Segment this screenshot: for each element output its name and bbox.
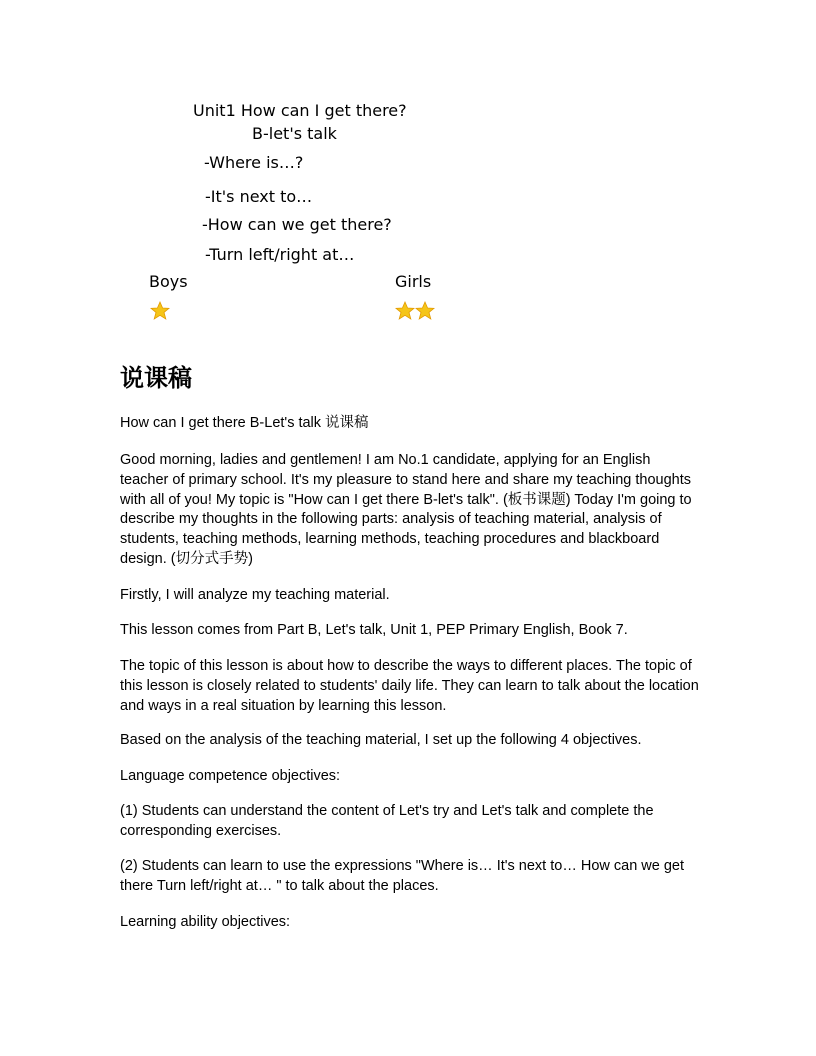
paragraph-firstly: Firstly, I will analyze my teaching material. [120, 587, 390, 603]
paragraph-objectives-intro: Based on the analysis of the teaching material, I set up the following 4 objectives. [120, 732, 642, 748]
paragraph-topic: The topic of this lesson is about how to describe the ways to different places. The topic of this lesson is closely related to students' daily life. They can learn to talk about the location and ways in a real situation by learning this lesson. [120, 658, 699, 714]
board-title: Unit1 How can I get there? [193, 101, 407, 120]
paragraph-objective-1: (1) Students can understand the content of Let's try and Let's talk and complete the corresponding exercises. [120, 803, 654, 839]
girls-star-icon [395, 301, 415, 321]
paragraph-greeting: Good morning, ladies and gentlemen! I am No.1 candidate, applying for an English teacher of primary school. It's my pleasure to stand here and share my teaching thoughts with all of you! My topic is "How can I get there B-let's talk". (板书课题) Today I'm going to describe my thoughts in the following parts: analysis of teaching material, analysis of students, teaching methods, learning methods, teaching procedures and blackboard design. (切分式手势) [120, 452, 692, 567]
board-line-next-to: -It's next to… [205, 187, 313, 206]
girls-star-icon [415, 301, 435, 321]
section-heading: 说课稿 [120, 364, 192, 392]
boys-star-icon [150, 301, 170, 321]
board-line-how-can-we: -How can we get there? [202, 215, 392, 234]
board-line-turn: -Turn left/right at… [205, 245, 355, 264]
board-subtitle: B-let's talk [252, 124, 337, 143]
paragraph-lesson-source: This lesson comes from Part B, Let's talk, Unit 1, PEP Primary English, Book 7. [120, 622, 628, 638]
girls-label: Girls [395, 272, 432, 291]
boys-label: Boys [149, 272, 188, 291]
board-line-where-is: -Where is…? [204, 153, 304, 172]
paragraph-language-heading: Language competence objectives: [120, 768, 341, 784]
paragraph-learning-heading: Learning ability objectives: [120, 914, 291, 930]
paragraph-objective-2: (2) Students can learn to use the expressions "Where is… It's next to… How can we get there Turn left/right at… " to talk about the places. [120, 858, 685, 894]
paragraph-title-line: How can I get there B-Let's talk 说课稿 [120, 415, 369, 431]
